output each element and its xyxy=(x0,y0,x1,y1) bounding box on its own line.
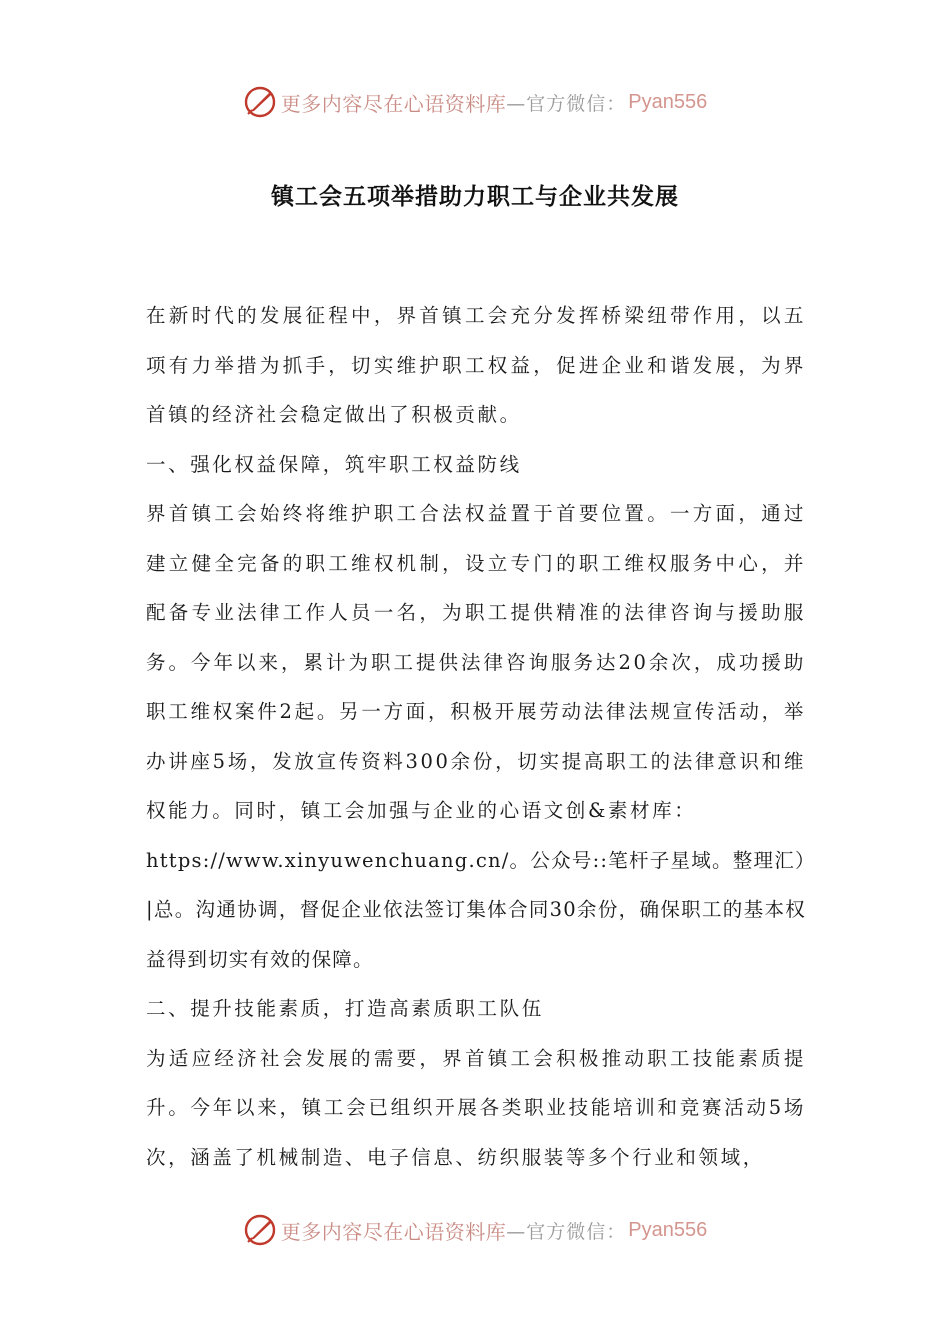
watermark-official: —官方微信： xyxy=(506,1220,627,1243)
paragraph-section-1-cont: https://www.xinyuwenchuang.cn/。公众号::笔杆子星域。整理汇）|总。沟通协调，督促企业依法签订集体合同30余份，确保职工的基本权益得到切实有效的保障。 xyxy=(146,848,806,971)
watermark-wechat-id: Pyan556 xyxy=(628,1218,708,1241)
quill-logo-icon xyxy=(243,85,277,119)
section-heading-1: 一、强化权益保障，筑牢职工权益防线 xyxy=(146,452,522,476)
header-watermark xyxy=(0,80,950,124)
paragraph-section-2: 为适应经济社会发展的需要，界首镇工会积极推动职工技能素质提升。今年以来，镇工会已组织开展各类职业技能培训和竞赛活动5场次，涵盖了机械制造、电子信息、纺织服装等多个行业和领域， xyxy=(146,1046,806,1169)
footer-watermark xyxy=(0,1208,950,1252)
paragraph-intro: 在新时代的发展征程中，界首镇工会充分发挥桥梁纽带作用，以五项有力举措为抓手，切实维护职工权益，促进企业和谐发展，为界首镇的经济社会稳定做出了积极贡献。 xyxy=(146,304,806,426)
paragraph-section-1: 界首镇工会始终将维护职工合法权益置于首要位置。一方面，通过建立健全完备的职工维权机制，设立专门的职工维权服务中心，并配备专业法律工作人员一名，为职工提供精准的法律咨询与援助服务。今年以来，累计为职工提供法律咨询服务达20余次，成功援助职工维权案件2起。另一方面，积极开展劳动法律法规宣传活动，举办讲座5场，发放宣传资料300余份，切实提高职工的法律意识和维权能力。同时，镇工会加强与企业的心语文创&素材库： xyxy=(146,502,806,822)
watermark-official: —官方微信： xyxy=(506,92,627,115)
quill-logo-icon xyxy=(243,1213,277,1247)
watermark-brand: 更多内容尽在心语资料库 xyxy=(280,91,507,116)
document-body xyxy=(146,291,806,1182)
watermark-wechat-id: Pyan556 xyxy=(628,90,708,113)
document-title: 镇工会五项举措助力职工与企业共发展 xyxy=(271,184,679,210)
watermark-brand: 更多内容尽在心语资料库 xyxy=(280,1219,507,1244)
section-heading-2: 二、提升技能素质，打造高素质职工队伍 xyxy=(146,997,544,1020)
